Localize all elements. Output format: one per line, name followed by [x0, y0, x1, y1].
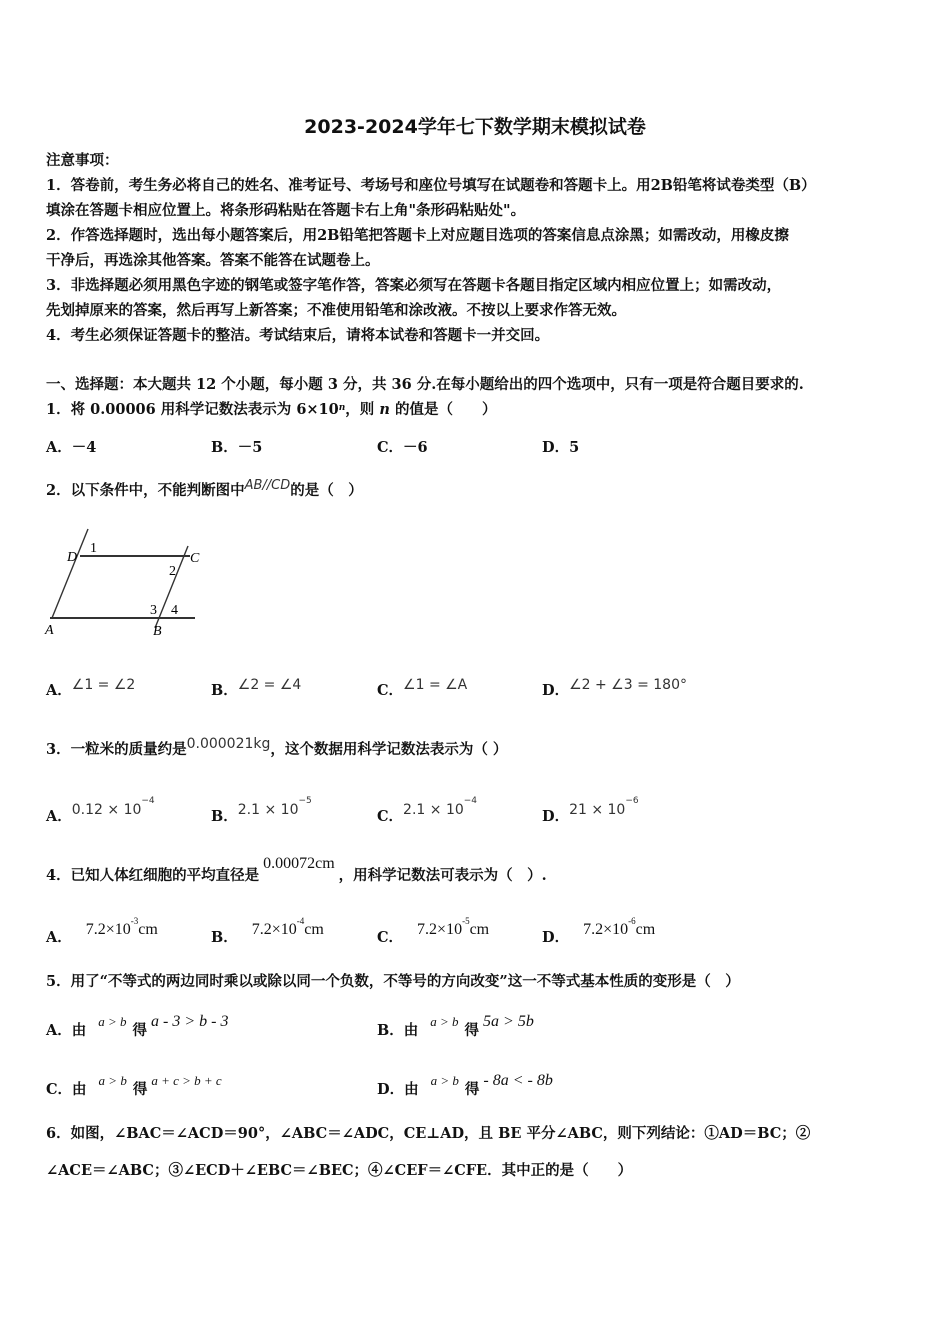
notice-line: 先划掉原来的答案，然后再写上新答案；不准使用铅笔和涂改液。不按以上要求作答无效。	[46, 302, 626, 319]
notice-line: 3．非选择题必须用黑色字迹的钢笔或签字笔作答，答案必须写在答题卡各题目指定区域内相应位置上；如需改动，	[46, 277, 782, 294]
q1-option-b[interactable]: B．－5	[211, 439, 263, 456]
q3-stem-math: 0.000021kg	[186, 736, 271, 752]
q3-stem-text: 3．一粒米的质量约是	[46, 741, 187, 758]
q2-option-a[interactable]: A．∠1 = ∠2	[46, 677, 136, 699]
q4-stem-text: ，用科学记数法可表示为（ ）.	[338, 867, 547, 884]
q4-stem-text: 4．已知人体红细胞的平均直径是	[46, 867, 260, 884]
notice-line: 2．作答选择题时，选出每小题答案后，用2B铅笔把答题卡上对应题目选项的答案信息点涂黑；如需改动，用橡皮擦	[46, 227, 789, 244]
q2-option-b[interactable]: B．∠2 = ∠4	[211, 677, 302, 699]
q4-option-d[interactable]: D． $7.2\times 10^{-6}cm$	[542, 916, 656, 946]
label-C: C	[190, 551, 200, 566]
question-1-stem	[46, 401, 496, 419]
q2-option-c[interactable]: C．∠1 = ∠A	[377, 677, 468, 699]
q2-option-d[interactable]: D．∠2 + ∠3 = 180°	[542, 677, 687, 699]
notice-line: 4．考生必须保证答题卡的整洁。考试结束后，请将本试卷和答题卡一并交回。	[46, 327, 550, 344]
page-title: 2023-2024学年七下数学期末模拟试卷	[304, 116, 646, 138]
q3-option-b[interactable]: B．$2.1 \times 10^{-5}$	[211, 796, 312, 825]
q3-option-c[interactable]: C．$2.1 \times 10^{-4}$	[377, 796, 478, 825]
label-B: B	[153, 624, 162, 639]
question-5-stem: 5．用了“不等式的两边同时乘以或除以同一个负数，不等号的方向改变”这一不等式基本性质的变形是（ ）	[46, 973, 740, 990]
notice-heading: 注意事项：	[46, 152, 119, 169]
parallel-lines-figure	[40, 526, 205, 641]
label-3: 3	[150, 603, 157, 618]
q3-option-d[interactable]: D．$21 \times 10^{-6}$	[542, 796, 639, 825]
label-A: A	[45, 623, 54, 638]
question-6-line: ∠ACE＝∠ABC；③∠ECD＋∠EBC＝∠BEC；④∠CEF＝∠CFE．其中正的是（ ）	[46, 1162, 633, 1179]
q3-stem-text: ，这个数据用科学记数法表示为（ ）	[270, 741, 508, 758]
q5-option-a[interactable]: A．由a > b得a - 3 > b - 3	[46, 1013, 229, 1039]
q1-stem-text: 的值是（ ）	[389, 401, 497, 418]
question-4-stem	[46, 855, 547, 885]
q3-option-a[interactable]: A．$0.12 \times 10^{-4}$	[46, 796, 155, 825]
q1-stem-text: 1．将 0.00006 用科学记数法表示为 6×10	[46, 401, 339, 418]
q5-option-b[interactable]: B．由a > b得5a > 5b	[377, 1013, 534, 1039]
label-D: D	[67, 550, 78, 565]
q1-option-c[interactable]: C．－6	[377, 439, 428, 456]
label-2: 2	[169, 564, 176, 579]
notice-line: 填涂在答题卡相应位置上。将条形码粘贴在答题卡右上角"条形码粘贴处"。	[46, 202, 526, 219]
q1-stem-text: ，则	[345, 401, 380, 418]
notice-line: 1．答卷前，考生务必将自己的姓名、准考证号、考场号和座位号填写在试题卷和答题卡上。用2B铅笔将试卷类型（B）	[46, 177, 816, 194]
label-1: 1	[90, 541, 97, 556]
section-heading: 一、选择题：本大题共 12 个小题，每小题 3 分，共 36 分.在每小题给出的四个选项中，只有一项是符合题目要求的.	[46, 376, 804, 393]
q5-option-c[interactable]: C．由a > b得a + c > b + c	[46, 1073, 222, 1098]
notice-line: 干净后，再选涂其他答案。答案不能答在试题卷上。	[46, 252, 380, 269]
question-2-stem	[46, 478, 363, 501]
q1-exponent: n	[338, 403, 346, 413]
question-6-line: 6．如图，∠BAC＝∠ACD＝90°，∠ABC＝∠ADC，CE⊥AD，且 BE 平分∠ABC，则下列结论：①AD＝BC；②	[46, 1125, 811, 1142]
q5-option-d[interactable]: D．由a > b得- 8a < - 8b	[377, 1072, 553, 1098]
q1-option-a[interactable]: A．－4	[46, 439, 97, 456]
question-3-stem	[46, 736, 508, 759]
q2-stem-text: 的是（ ）	[290, 482, 363, 499]
label-4: 4	[171, 603, 178, 618]
q4-option-c[interactable]: C． $7.2\times 10^{-5}cm$	[377, 916, 490, 946]
transversal-ad	[52, 529, 88, 618]
q2-stem-text: 2．以下条件中，不能判断图中	[46, 482, 245, 499]
q1-variable: n	[379, 401, 390, 418]
q4-option-a[interactable]: A． $7.2\times 10^{-3}cm$	[46, 916, 158, 946]
q4-option-b[interactable]: B． $7.2\times 10^{-4}cm$	[211, 916, 324, 946]
q1-option-d[interactable]: D．5	[542, 439, 580, 456]
q2-stem-math: AB//CD	[244, 478, 291, 493]
q4-stem-math: 0.00072cm	[263, 855, 335, 872]
